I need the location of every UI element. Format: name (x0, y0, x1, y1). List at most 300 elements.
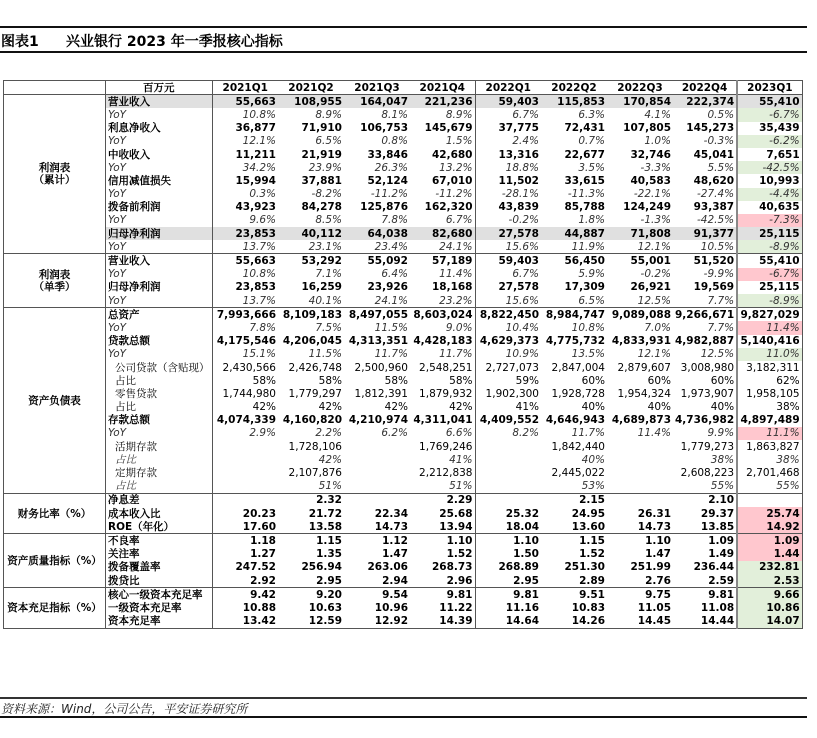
value-cell: 91,377 (673, 227, 737, 240)
value-cell: 170,854 (607, 95, 673, 109)
value-cell: 59% (515, 374, 539, 387)
section-label (4, 493, 106, 534)
row-label: 贷款总额 (106, 335, 213, 348)
value-cell: 55,001 (607, 254, 673, 268)
value-cell: 2.76 (645, 574, 671, 587)
value-cell: 164,047 (344, 95, 410, 109)
value-cell: 9.9% (673, 427, 737, 440)
value-cell: 12.1% (637, 240, 671, 253)
value-cell: 7.8% (249, 321, 276, 334)
value-cell (475, 453, 541, 466)
value-cell: 2,430,566 (222, 361, 276, 374)
value-cell: 4,311,041 (410, 414, 475, 427)
section-label-line: 利润表 (38, 268, 71, 281)
value-cell: 21,919 (301, 148, 342, 161)
value-cell: 9.0% (410, 321, 475, 334)
value-cell: 10.63 (308, 601, 342, 614)
row-label: YoY (106, 427, 213, 440)
value-cell: -11.3% (567, 188, 605, 201)
value-cell: 10.4% (505, 321, 539, 334)
value-cell: 263.06 (367, 561, 408, 574)
value-cell: 55,663 (212, 254, 278, 268)
value-cell: 8,984,747 (541, 308, 607, 322)
value-cell: 6.2% (381, 427, 408, 440)
value-cell: 2.15 (541, 493, 607, 507)
figure-title: 兴业银行 2023 年一季报核心指标 (66, 34, 283, 50)
table-row (4, 520, 803, 534)
table-row (4, 201, 803, 214)
value-cell: 10.83 (571, 601, 605, 614)
value-cell: 42% (318, 401, 342, 414)
section-label (4, 308, 106, 494)
figure-title-bar (0, 26, 807, 53)
value-cell: 12.1% (637, 348, 671, 361)
value-cell: 53,292 (278, 254, 344, 268)
value-cell: 1.8% (578, 214, 605, 227)
value-cell: 84,278 (301, 201, 342, 214)
row-label: 归母净利润 (106, 281, 213, 294)
value-cell: 45,041 (673, 148, 737, 161)
table-row (4, 335, 803, 348)
value-cell: 9.81 (475, 588, 541, 602)
value-cell: 38% (673, 453, 737, 466)
value-cell: 1.52 (410, 548, 475, 561)
value-cell: 40,112 (278, 227, 344, 240)
value-cell: 22,677 (564, 148, 605, 161)
value-cell: 0.8% (381, 135, 408, 148)
value-cell: 10.9% (505, 348, 539, 361)
value-cell-latest: 7,651 (737, 148, 802, 161)
value-cell: 72,431 (564, 122, 605, 135)
value-cell: 11.4% (410, 268, 475, 281)
value-cell: 40% (581, 453, 605, 466)
value-cell: 8,109,183 (278, 308, 344, 322)
value-cell-latest: 14.07 (737, 615, 802, 629)
value-cell: 71,808 (607, 227, 673, 240)
table-row (4, 574, 803, 588)
row-label: 拨备覆盖率 (106, 561, 213, 574)
value-cell: 1,842,440 (551, 440, 605, 453)
value-cell: -42.5% (673, 214, 737, 227)
section-label-line: 利润表 (38, 162, 71, 175)
value-cell-latest: -6.7% (737, 108, 802, 121)
value-cell: 11.7% (374, 348, 408, 361)
row-label: 零售贷款 (106, 387, 213, 400)
header-period: 2023Q1 (737, 81, 802, 95)
value-cell: 24.1% (374, 294, 408, 307)
value-cell: 15.6% (505, 240, 539, 253)
value-cell: 1,779,297 (288, 387, 342, 400)
value-cell: 4,428,183 (410, 335, 475, 348)
value-cell: 4,982,887 (673, 335, 737, 348)
value-cell-latest (737, 493, 802, 507)
section-label (4, 95, 106, 254)
value-cell: 162,320 (410, 201, 475, 214)
value-cell: 40.1% (308, 294, 342, 307)
value-cell: 247.52 (235, 561, 276, 574)
value-cell: 23,853 (212, 227, 278, 240)
value-cell: 1.49 (673, 548, 737, 561)
value-cell: 8,822,450 (475, 308, 541, 322)
row-label: 占比 (106, 401, 213, 414)
value-cell: 42,680 (410, 148, 475, 161)
row-label: 活期存款 (106, 440, 213, 453)
value-cell: 5.5% (673, 161, 737, 174)
value-cell-latest: -6.7% (737, 268, 802, 281)
value-cell: 2.10 (673, 493, 737, 507)
row-label: 不良率 (106, 534, 213, 548)
table-row (4, 268, 803, 281)
value-cell: 1,928,728 (551, 387, 605, 400)
value-cell: 18,168 (410, 281, 475, 294)
value-cell: 42% (318, 453, 342, 466)
value-cell: 2,608,223 (673, 466, 737, 479)
value-cell (607, 466, 673, 479)
value-cell: 51% (410, 480, 475, 494)
row-label: 利息净收入 (106, 122, 213, 135)
value-cell: 11.22 (410, 601, 475, 614)
table-row (4, 548, 803, 561)
value-cell: 8.2% (512, 427, 539, 440)
value-cell: 14.73 (374, 520, 408, 533)
table-row (4, 148, 803, 161)
value-cell: 11.5% (308, 348, 342, 361)
table-row (4, 534, 803, 548)
value-cell: 1.27 (250, 548, 276, 561)
value-cell (344, 493, 410, 507)
value-cell: 5.9% (578, 268, 605, 281)
value-cell: -0.2% (508, 214, 539, 227)
value-cell: 25.68 (410, 507, 475, 520)
value-cell-latest: -42.5% (737, 161, 802, 174)
value-cell: 4.1% (644, 108, 671, 121)
value-cell: 10.8% (571, 321, 605, 334)
table-row (4, 440, 803, 453)
value-cell: 2,548,251 (410, 361, 475, 374)
value-cell: -11.2% (370, 188, 408, 201)
value-cell: 236.44 (673, 561, 737, 574)
value-cell: 1.10 (410, 534, 475, 548)
table-row (4, 561, 803, 574)
figure-number: 图表1 (1, 34, 39, 50)
value-cell: 13.85 (673, 520, 737, 534)
value-cell-latest: 232.81 (737, 561, 802, 574)
table-row (4, 254, 803, 268)
value-cell: 9.6% (249, 214, 276, 227)
value-cell: 53% (581, 480, 605, 493)
table-row (4, 321, 803, 334)
value-cell-latest: 62% (737, 374, 802, 387)
value-cell: 23.2% (410, 294, 475, 308)
value-cell: 12.5% (673, 348, 737, 361)
value-cell: 22.34 (374, 507, 408, 520)
value-cell: 4,629,373 (479, 335, 539, 348)
value-cell: 6.7% (512, 108, 539, 121)
row-label: 营业收入 (106, 95, 213, 109)
value-cell: 85,788 (564, 201, 605, 214)
value-cell: 26,921 (630, 281, 671, 294)
value-cell: 71,910 (301, 122, 342, 135)
value-cell: 145,273 (673, 122, 737, 135)
value-cell: 14.26 (541, 615, 607, 629)
section-label (4, 254, 106, 308)
row-label: ROE（年化） (106, 520, 213, 534)
value-cell: 1.12 (344, 534, 410, 548)
value-cell: 2.95 (513, 574, 539, 587)
value-cell: 17.60 (242, 520, 276, 533)
row-label: 成本收入比 (106, 507, 213, 520)
row-label: YoY (106, 321, 213, 334)
source-note-bar (0, 697, 807, 718)
value-cell: -9.9% (673, 268, 737, 281)
value-cell: 58% (252, 374, 276, 387)
value-cell: 36,877 (235, 122, 276, 135)
value-cell: -8.2% (311, 188, 342, 201)
value-cell: 6.4% (381, 268, 408, 281)
value-cell: 40% (647, 401, 671, 414)
value-cell: 6.6% (410, 427, 475, 440)
value-cell: 8,497,055 (344, 308, 410, 322)
value-cell: 51% (318, 480, 342, 493)
source-note: 资料来源：Wind，公司公告，平安证券研究所 (1, 702, 248, 716)
table-row (4, 466, 803, 479)
value-cell: 0.5% (673, 108, 737, 121)
table-row (4, 615, 803, 629)
value-cell: 25.32 (505, 507, 539, 520)
value-cell: 9.42 (212, 588, 278, 602)
value-cell: 2,107,876 (288, 467, 342, 480)
value-cell: 6.7% (410, 214, 475, 227)
value-cell: 2.29 (410, 493, 475, 507)
value-cell: -1.3% (640, 214, 671, 227)
value-cell: 29.37 (673, 507, 737, 520)
value-cell: 10.96 (374, 601, 408, 614)
value-cell: 82,680 (410, 227, 475, 240)
value-cell: 8.5% (315, 214, 342, 227)
table-row (4, 95, 803, 109)
value-cell: 32,746 (630, 148, 671, 161)
value-cell: 14.45 (607, 615, 673, 629)
value-cell: 256.94 (301, 561, 342, 574)
value-cell: 10.88 (242, 601, 276, 614)
value-cell: -22.1% (633, 188, 671, 201)
header-period: 2022Q4 (673, 81, 737, 95)
value-cell (344, 466, 410, 479)
value-cell-latest: 25.74 (737, 507, 802, 520)
value-cell-latest: 9.66 (737, 588, 802, 602)
value-cell: 11.5% (374, 321, 408, 334)
value-cell: 42% (384, 401, 408, 414)
value-cell-latest: 10.86 (737, 601, 802, 614)
table-row (4, 480, 803, 494)
value-cell: 59,403 (475, 95, 541, 109)
value-cell-latest: 1,863,827 (737, 440, 802, 453)
value-cell: 12.59 (278, 615, 344, 629)
value-cell: 10.5% (673, 240, 737, 254)
value-cell: 11.16 (505, 601, 539, 614)
value-cell: 27,578 (475, 227, 541, 240)
value-cell: 60% (647, 374, 671, 387)
value-cell: 17,309 (564, 281, 605, 294)
header-section-cell (4, 81, 106, 95)
value-cell: 4,160,820 (282, 414, 342, 427)
value-cell: 43,839 (498, 201, 539, 214)
value-cell: 41% (410, 453, 475, 466)
value-cell: 1,728,106 (288, 440, 342, 453)
header-period: 2021Q1 (212, 81, 278, 95)
value-cell: 64,038 (344, 227, 410, 240)
value-cell: 4,646,943 (545, 414, 605, 427)
row-label: 营业收入 (106, 254, 213, 268)
table-row (4, 135, 803, 148)
header-period: 2022Q1 (475, 81, 541, 95)
value-cell-latest: 1,958,105 (737, 387, 802, 400)
value-cell: 43,923 (235, 201, 276, 214)
value-cell: 1.09 (673, 534, 737, 548)
value-cell: 108,955 (278, 95, 344, 109)
value-cell: 1,744,980 (222, 387, 276, 400)
value-cell: 11,211 (235, 148, 276, 161)
section-label-line: 财务比率（%） (17, 507, 92, 520)
value-cell: 1,954,324 (617, 387, 671, 400)
table-row (4, 174, 803, 187)
value-cell: 59,403 (475, 254, 541, 268)
value-cell: 8.9% (410, 108, 475, 121)
row-label: YoY (106, 268, 213, 281)
value-cell: 13.42 (212, 615, 278, 629)
header-period: 2021Q4 (410, 81, 475, 95)
row-label: 拨备前利润 (106, 201, 213, 214)
table-row (4, 348, 803, 361)
value-cell: 23.4% (374, 240, 408, 253)
value-cell: 27,578 (498, 281, 539, 294)
value-cell: 2,727,073 (485, 361, 539, 374)
section-label (4, 534, 106, 588)
value-cell: 11.05 (637, 601, 671, 614)
value-cell (344, 440, 410, 453)
value-cell: 11,502 (498, 174, 539, 187)
row-label: 归母净利润 (106, 227, 213, 240)
value-cell: 2.32 (278, 493, 344, 507)
value-cell (475, 440, 541, 453)
value-cell: 23.9% (308, 161, 342, 174)
value-cell-latest: 5,140,416 (737, 335, 802, 348)
value-cell: 58% (384, 374, 408, 387)
value-cell-latest: 38% (737, 401, 802, 414)
value-cell: 14.64 (475, 615, 541, 629)
value-cell: 3.5% (578, 161, 605, 174)
value-cell: 2.9% (249, 427, 276, 440)
value-cell: 4,775,732 (545, 335, 605, 348)
value-cell: 18.8% (505, 161, 539, 174)
value-cell: 13.5% (571, 348, 605, 361)
value-cell-latest: 55% (737, 480, 802, 494)
section-label-line: 资产负债表 (28, 394, 81, 407)
value-cell (344, 453, 410, 466)
row-label: 拨贷比 (106, 574, 213, 588)
value-cell: 1.10 (607, 534, 673, 548)
value-cell: 52,124 (367, 174, 408, 187)
value-cell-latest: -8.9% (737, 294, 802, 308)
row-label: 总资产 (106, 308, 213, 322)
value-cell (607, 493, 673, 507)
row-label: YoY (106, 294, 213, 308)
value-cell: 268.89 (498, 561, 539, 574)
value-cell: 1.47 (645, 548, 671, 561)
table-row (4, 308, 803, 322)
value-cell: 9.75 (607, 588, 673, 602)
value-cell: 11.7% (571, 427, 605, 440)
value-cell: 41% (515, 401, 539, 414)
value-cell: 0.3% (249, 188, 276, 201)
value-cell: 11.08 (673, 601, 737, 614)
row-label: 信用减值损失 (106, 174, 213, 187)
value-cell-latest: -7.3% (737, 214, 802, 227)
table-row (4, 161, 803, 174)
value-cell-latest: 25,115 (737, 227, 802, 240)
section-label (4, 588, 106, 629)
value-cell: 4,210,974 (348, 414, 408, 427)
value-cell: -0.2% (640, 268, 671, 281)
value-cell-latest: 25,115 (737, 281, 802, 294)
value-cell: 10.8% (242, 108, 276, 121)
value-cell: 2.96 (410, 574, 475, 588)
header-period: 2021Q2 (278, 81, 344, 95)
table-row (4, 240, 803, 254)
table-row (4, 294, 803, 308)
row-label: 占比 (106, 374, 213, 387)
row-label: 存款总额 (106, 414, 213, 427)
row-label: YoY (106, 135, 213, 148)
value-cell: 11.7% (410, 348, 475, 361)
value-cell: 1.35 (316, 548, 342, 561)
value-cell: 40% (581, 401, 605, 414)
value-cell: 13.94 (410, 520, 475, 534)
row-label: 净息差 (106, 493, 213, 507)
value-cell: 21.72 (308, 507, 342, 520)
table-row (4, 387, 803, 400)
value-cell-latest: 55,410 (737, 95, 802, 109)
value-cell: 13.58 (308, 520, 342, 533)
value-cell: 4,833,931 (611, 335, 671, 348)
table-row (4, 427, 803, 440)
value-cell-latest: 3,182,311 (737, 361, 802, 374)
value-cell: 34.2% (242, 161, 276, 174)
value-cell: 1.47 (382, 548, 408, 561)
value-cell: 14.44 (673, 615, 737, 629)
value-cell: 2,212,838 (410, 466, 475, 479)
value-cell: 15.6% (505, 294, 539, 307)
value-cell: 11.4% (637, 427, 671, 440)
value-cell: 23,926 (367, 281, 408, 294)
value-cell: 9.20 (278, 588, 344, 602)
value-cell-latest: 38% (737, 453, 802, 466)
value-cell: 1.15 (278, 534, 344, 548)
value-cell: 9.81 (410, 588, 475, 602)
value-cell: 10.8% (242, 268, 276, 281)
value-cell: 6.7% (512, 268, 539, 281)
row-label: 定期存款 (106, 466, 213, 479)
value-cell-latest: 1.09 (737, 534, 802, 548)
value-cell: 4,689,873 (611, 414, 671, 427)
value-cell: 1.10 (475, 534, 541, 548)
value-cell: 1.0% (644, 135, 671, 148)
value-cell: 58% (410, 374, 475, 387)
value-cell: 26.31 (637, 507, 671, 520)
row-label: YoY (106, 348, 213, 361)
value-cell (212, 493, 278, 507)
section-label-line: （单季） (33, 280, 76, 293)
